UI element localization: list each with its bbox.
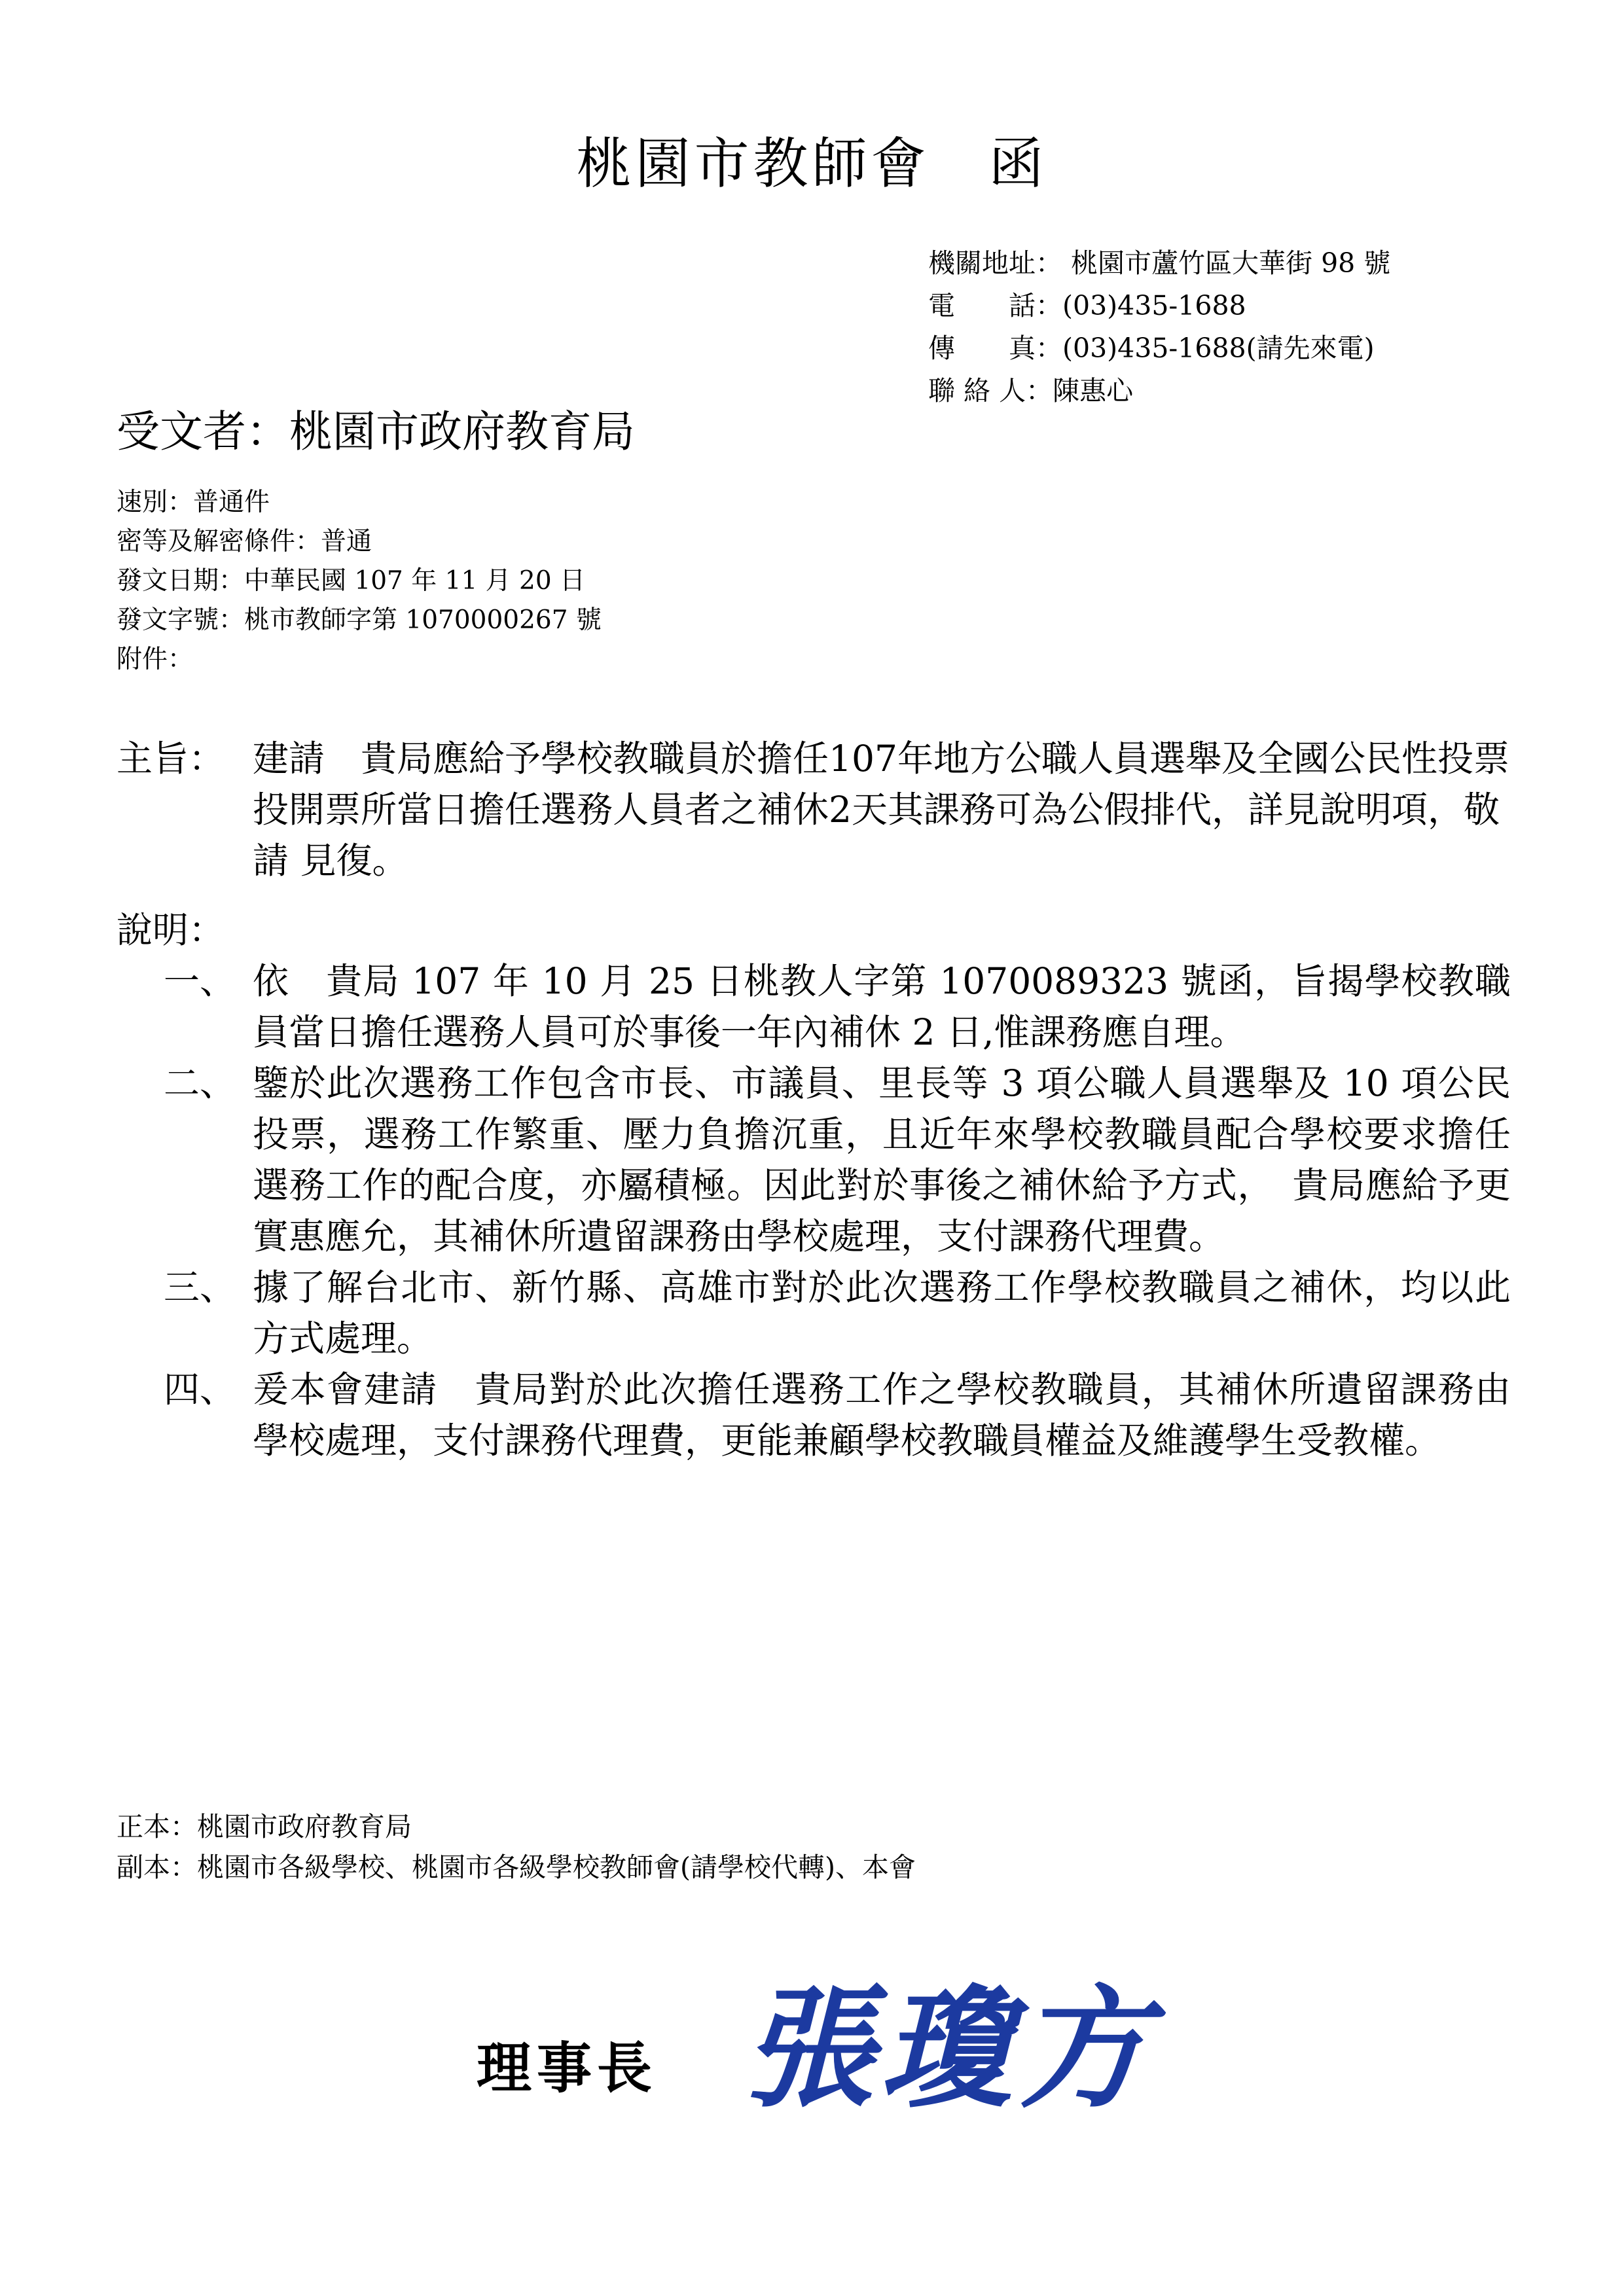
contact-person-label: 聯 絡 人： [928, 375, 1053, 406]
contact-person-row [928, 370, 1390, 412]
signature-text: 張瓊方 [742, 1972, 1156, 2126]
issue-date: 發文日期：中華民國 107 年 11 月 20 日 [117, 566, 586, 596]
phone-label: 電 話： [928, 290, 1062, 321]
subject-label: 主旨： [117, 738, 225, 780]
document-title: 桃園市教師會 函 [576, 132, 1048, 196]
security-class: 密等及解密條件：普通 [117, 527, 372, 556]
recipient: 受文者：桃園市政府教育局 [117, 406, 635, 457]
signature-image [720, 1964, 1178, 2134]
address-value: 桃園市蘆竹區大華街 98 號 [1062, 247, 1391, 279]
contact-person-value: 陳惠心 [1053, 375, 1134, 406]
original-recipient: 正本：桃園市政府教育局 [117, 1811, 412, 1842]
explanation-item [117, 956, 1511, 1058]
speed-class: 速別：普通件 [117, 488, 270, 517]
explanation-label: 說明： [117, 909, 225, 951]
copies-block [117, 1806, 916, 1888]
item-number: 三、 [164, 1266, 236, 1308]
item-number: 四、 [164, 1369, 236, 1410]
item-text: 鑒於此次選務工作包含市長、市議員、里長等 3 項公職人員選舉及 10 項公民投票，選務工作繁重、壓力負擔沉重，且近年來學校教職員配合學校要求擔任選務工作的配合度，亦屬積極。因此對於事後之補休給予方式， 貴局應給予更實惠應允，其補休所遺留課務由學校處理，支付課務代理費。 [253, 1062, 1511, 1257]
item-text: 依 貴局 107 年 10 月 25 日桃教人字第 1070089323 號函，旨揭學校教職員當日擔任選務人員可於事後一年內補休 2 日,惟課務應自理。 [253, 960, 1511, 1053]
attachment: 附件： [117, 645, 194, 674]
chairman-title: 理事長 [477, 2036, 658, 2100]
fax-value: (03)435-1688(請先來電) [1062, 332, 1375, 364]
fax-label: 傳 真： [928, 332, 1062, 364]
subject-section [117, 733, 1511, 886]
phone-row [928, 285, 1390, 327]
explanation-item [117, 1058, 1511, 1262]
document-number: 發文字號：桃市教師字第 1070000267 號 [117, 605, 602, 635]
item-number: 二、 [164, 1062, 236, 1104]
item-text: 爰本會建請 貴局對於此次擔任選務工作之學校教職員，其補休所遺留課務由學校處理，支付課務代理費，更能兼顧學校教職員權益及維護學生受教權。 [253, 1369, 1511, 1462]
address-row [928, 242, 1390, 285]
explanation-item [117, 1364, 1511, 1466]
item-number: 一、 [164, 960, 236, 1002]
explanation-list [117, 956, 1511, 1466]
copy-recipients: 副本：桃園市各級學校、桃園市各級學校教師會(請學校代轉)、本會 [117, 1852, 916, 1883]
fax-row [928, 327, 1390, 370]
subject-text: 建請 貴局應給予學校教職員於擔任107年地方公職人員選舉及全國公民性投票投開票所當日擔任選務人員者之補休2天其課務可為公假排代，詳見說明項，敬請 見復。 [253, 738, 1509, 882]
document-meta [117, 483, 602, 679]
address-label: 機關地址： [928, 247, 1062, 279]
item-text: 據了解台北市、新竹縣、高雄市對於此次選務工作學校教職員之補休，均以此方式處理。 [253, 1266, 1511, 1359]
contact-block [928, 242, 1390, 412]
explanation-item [117, 1262, 1511, 1364]
phone-value: (03)435-1688 [1062, 290, 1246, 321]
